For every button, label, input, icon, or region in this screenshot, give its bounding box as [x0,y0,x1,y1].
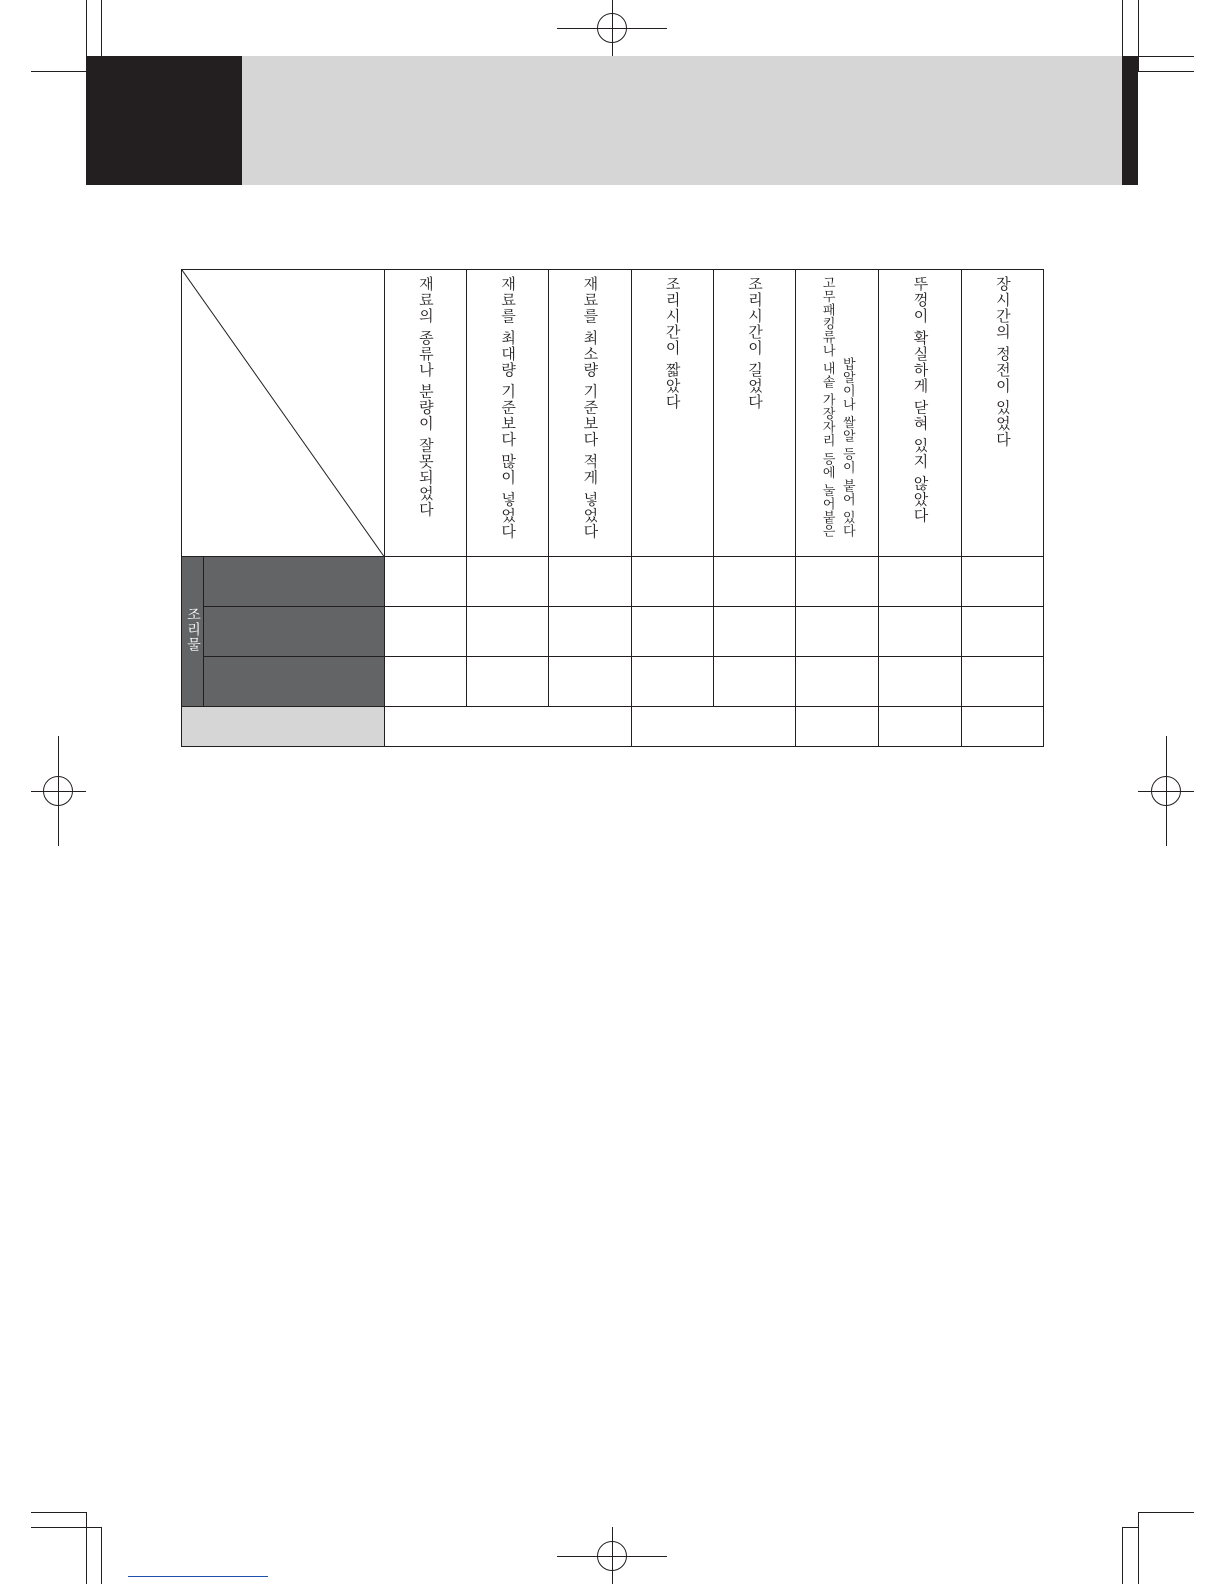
table-cell [796,557,879,607]
troubleshooting-table [181,269,1044,747]
column-header-wrong-ingredients [384,270,466,557]
row-label-cell [204,657,385,707]
table-cell [796,607,879,657]
section-title-bar [242,56,1122,185]
corner-cell [182,270,385,557]
column-header-label: 조리시간이 짧았다 [663,276,682,410]
table-cell [466,607,548,657]
table-cell [549,657,631,707]
column-header-power-outage [961,270,1043,557]
column-header-under-min [549,270,631,557]
table-cell [879,657,961,707]
table-cell [549,607,631,657]
column-header-row [182,270,1044,557]
table-cell [961,557,1043,607]
column-header-long-time [713,270,795,557]
footer-cell [796,707,879,747]
table-cell [713,607,795,657]
row-label-cell [204,557,385,607]
row-label-cell [204,607,385,657]
footer-row [182,707,1044,747]
table-cell [879,557,961,607]
table-cell [631,657,713,707]
footer-cell [961,707,1043,747]
column-header-label-line2: 밥알이나 쌀알 등이 붙어 있다 [839,357,855,538]
column-header-label-line1: 고무패킹류나 내솥 가장자리 등에 눌어붙은 [819,276,835,538]
table-cell [384,557,466,607]
table-cell [549,557,631,607]
table-row [182,607,1044,657]
table-cell [713,657,795,707]
diagonal-line [182,270,384,556]
table-cell [466,557,548,607]
column-header-label: 재료를 최대량 기준보다 많이 넣었다 [499,276,518,540]
table-cell [384,607,466,657]
table-cell [879,607,961,657]
column-header-rice-on-packing [796,270,879,557]
footer-cell [631,707,796,747]
table-cell [961,607,1043,657]
header-edge-bar [1122,56,1138,185]
table-row [182,657,1044,707]
column-header-label: 장시간의 정전이 있었다 [993,276,1012,448]
table-cell [796,657,879,707]
section-number-block [86,56,242,185]
column-header-label: 조리시간이 길었다 [745,276,764,410]
column-header-label: 재료의 종류나 분량이 잘못되었다 [416,276,435,518]
row-group-label-cell [182,557,204,707]
table-cell [466,657,548,707]
footer-cell [384,707,631,747]
table-cell [384,657,466,707]
bottom-link-underline [128,1576,268,1577]
column-header-label: 재료를 최소량 기준보다 적게 넣었다 [581,276,600,540]
row-group-label: 조리물 [185,607,202,652]
column-header-over-max [466,270,548,557]
table-cell [713,557,795,607]
column-header-short-time [631,270,713,557]
column-header-lid-not-closed [879,270,961,557]
table-cell [631,557,713,607]
column-header-label: 뚜껑이 확실하게 닫혀 있지 않았다 [911,276,930,524]
footer-label-cell [182,707,385,747]
table-cell [961,657,1043,707]
table-cell [631,607,713,657]
footer-cell [879,707,961,747]
table-row [182,557,1044,607]
